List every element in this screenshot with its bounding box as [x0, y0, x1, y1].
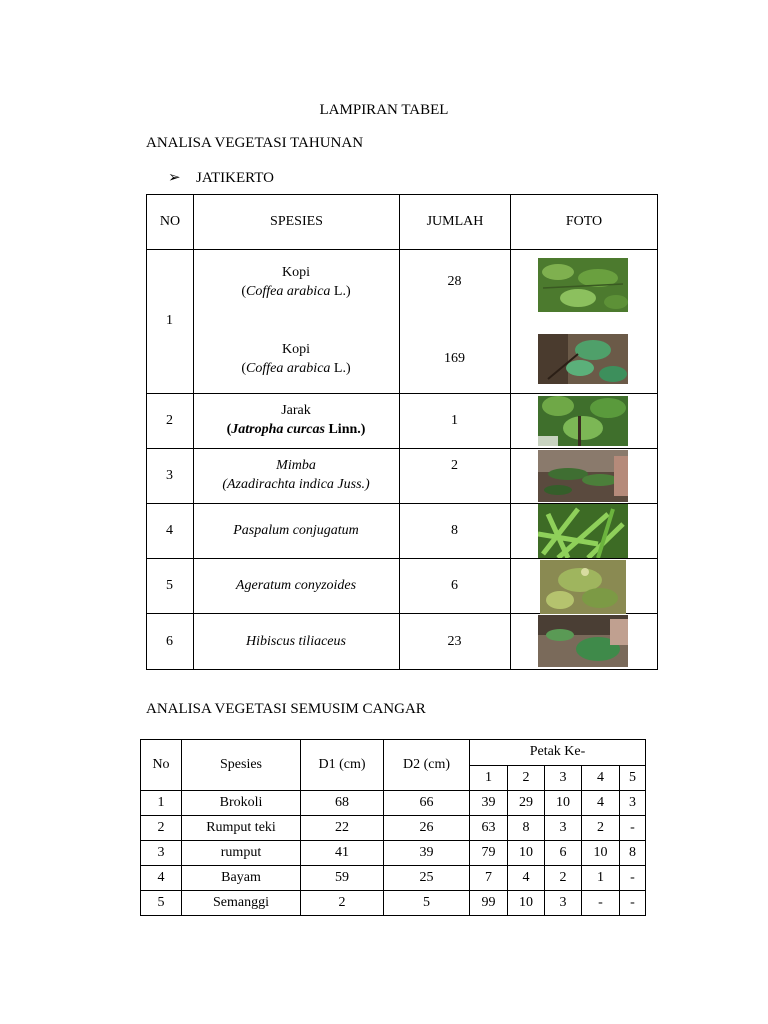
neem-photo [538, 450, 628, 502]
header-d2: D2 (cm) [384, 740, 470, 791]
cell-d2: 39 [384, 841, 470, 866]
cell-d1: 68 [301, 791, 384, 816]
hibiscus-photo [538, 615, 628, 667]
cell-plot: 10 [582, 841, 620, 866]
count-cell: 8 [451, 523, 458, 538]
header-d1: D1 (cm) [301, 740, 384, 791]
cell-plot: 29 [508, 791, 545, 816]
cell-d2: 25 [384, 866, 470, 891]
cell-plot: - [620, 816, 646, 841]
header-plot: Petak Ke- [470, 740, 646, 766]
row-no: 5 [166, 578, 173, 593]
plot-number: 5 [620, 765, 646, 791]
location-label: JATIKERTO [196, 170, 274, 186]
scientific-name: (Coffea arabica L.) [241, 284, 351, 299]
cell-plot: 99 [470, 891, 508, 916]
cell-d1: 41 [301, 841, 384, 866]
coffee-leaves-photo [538, 258, 628, 312]
cell-plot: 8 [508, 816, 545, 841]
count-cell: 169 [444, 351, 465, 366]
species-cell [193, 401, 399, 439]
cell-plot: 1 [582, 866, 620, 891]
row-no: 3 [166, 468, 173, 483]
cell-plot: 10 [508, 841, 545, 866]
species-cell [193, 263, 399, 301]
table-header-row [141, 740, 646, 766]
scientific-name: (Jatropha curcas Linn.) [226, 422, 366, 437]
cell-species: rumput [182, 841, 301, 866]
cell-plot: 3 [545, 891, 582, 916]
row-no: 6 [166, 634, 173, 649]
count-cell: 2 [451, 458, 458, 473]
cell-plot: 8 [620, 841, 646, 866]
cell-plot: 6 [545, 841, 582, 866]
header-no: NO [147, 195, 194, 250]
ageratum-photo [540, 560, 626, 614]
table-row [141, 891, 646, 916]
count-cell: 1 [451, 413, 458, 428]
cell-species: Semanggi [182, 891, 301, 916]
common-name: Kopi [282, 342, 310, 357]
cell-species: Brokoli [182, 791, 301, 816]
cell-plot: - [620, 866, 646, 891]
cell-plot: 63 [470, 816, 508, 841]
cell-plot: 4 [582, 791, 620, 816]
header-species: Spesies [182, 740, 301, 791]
cell-species: Rumput teki [182, 816, 301, 841]
cell-no: 5 [141, 891, 182, 916]
cell-plot: 7 [470, 866, 508, 891]
cell-d1: 22 [301, 816, 384, 841]
cell-d1: 2 [301, 891, 384, 916]
scientific-name: Paspalum conjugatum [233, 523, 359, 538]
cell-plot: 3 [545, 816, 582, 841]
row-no: 1 [166, 313, 173, 328]
page-title: LAMPIRAN TABEL [319, 102, 449, 118]
cell-plot: 79 [470, 841, 508, 866]
cell-plot: 10 [545, 791, 582, 816]
plot-number: 1 [470, 765, 508, 791]
cell-no: 3 [141, 841, 182, 866]
header-count: JUMLAH [400, 195, 511, 250]
table-row [141, 841, 646, 866]
plot-number: 3 [545, 765, 582, 791]
cell-plot: - [620, 891, 646, 916]
table-row [141, 816, 646, 841]
header-species: SPESIES [194, 195, 400, 250]
cell-plot: - [582, 891, 620, 916]
plot-number: 2 [508, 765, 545, 791]
scientific-name: (Coffea arabica L.) [241, 361, 351, 376]
cell-no: 2 [141, 816, 182, 841]
plot-number: 4 [582, 765, 620, 791]
seasonal-vegetation-table [140, 739, 646, 916]
table-row [141, 791, 646, 816]
cell-plot: 2 [545, 866, 582, 891]
scientific-name: (Azadirachta indica Juss.) [222, 477, 370, 492]
cell-plot: 3 [620, 791, 646, 816]
species-cell [193, 456, 399, 494]
count-cell: 6 [451, 578, 458, 593]
cell-d1: 59 [301, 866, 384, 891]
cell-no: 4 [141, 866, 182, 891]
table-row [141, 866, 646, 891]
arrow-bullet-icon: ➢ [168, 170, 181, 186]
cell-no: 1 [141, 791, 182, 816]
cell-plot: 2 [582, 816, 620, 841]
section-heading-annual: ANALISA VEGETASI TAHUNAN [146, 135, 364, 151]
table-header-row [147, 195, 658, 250]
coffee-seedling-photo [538, 334, 628, 384]
paspalum-photo [538, 504, 628, 558]
scientific-name: Ageratum conyzoides [235, 578, 357, 593]
common-name: Kopi [282, 265, 310, 280]
count-cell: 23 [447, 634, 462, 649]
cell-d2: 5 [384, 891, 470, 916]
header-photo: FOTO [511, 195, 658, 250]
count-cell: 28 [447, 274, 462, 289]
bullet-location [168, 168, 274, 187]
cell-d2: 66 [384, 791, 470, 816]
cell-plot: 10 [508, 891, 545, 916]
section-heading-seasonal: ANALISA VEGETASI SEMUSIM CANGAR [146, 701, 426, 717]
cell-plot: 4 [508, 866, 545, 891]
header-no: No [141, 740, 182, 791]
jatropha-photo [538, 396, 628, 446]
species-cell [193, 340, 399, 378]
cell-species: Bayam [182, 866, 301, 891]
row-no: 4 [166, 523, 173, 538]
scientific-name: Hibiscus tiliaceus [246, 634, 346, 649]
cell-d2: 26 [384, 816, 470, 841]
cell-plot: 39 [470, 791, 508, 816]
row-no: 2 [166, 413, 173, 428]
common-name: Mimba [276, 458, 316, 473]
common-name: Jarak [281, 403, 311, 418]
